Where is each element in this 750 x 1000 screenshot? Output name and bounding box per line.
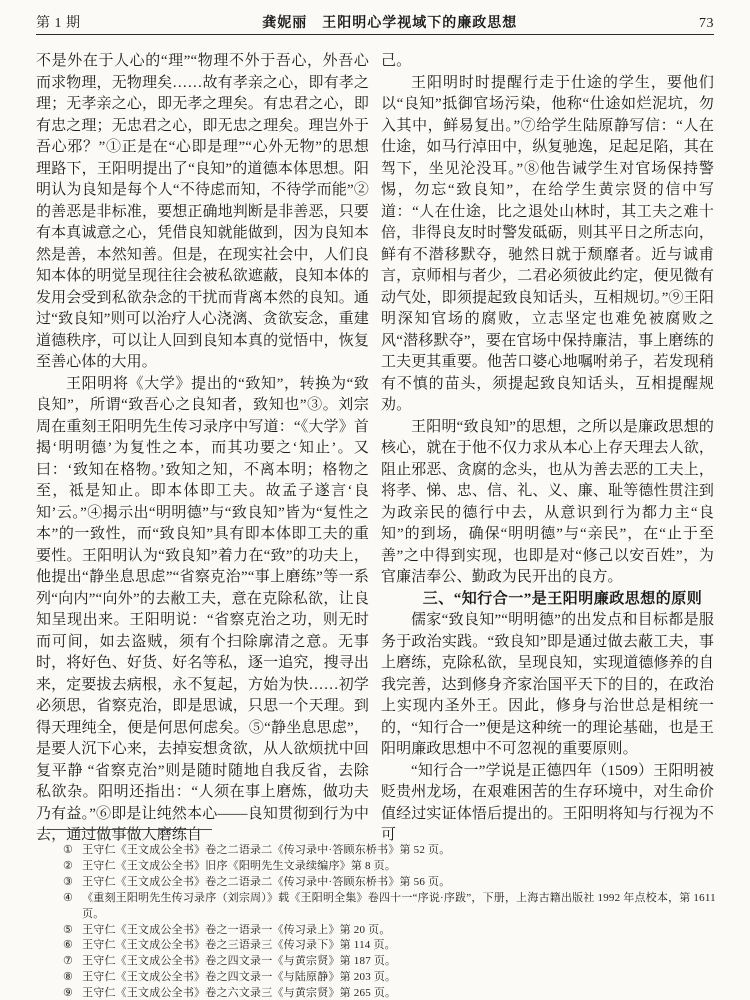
running-title: 龚妮丽 王阳明心学视域下的廉政思想 [262,16,518,31]
body-column-left [36,51,369,847]
footnote-separator [48,829,212,830]
footnote-text: 王守仁《王文成公全书》卷之六文录三《与黄宗贤》第 265 页。 [82,987,397,1000]
header-rule [36,34,714,35]
footnote-text: 王守仁《王文成公全书》卷之四文录一《与陆原静》第 203 页。 [82,971,397,984]
article-body [36,51,714,847]
paragraph: 王阳明时时提醒行走于仕途的学生，要他们以“良知”抵御官场污染，他称“仕途如烂泥坑，勿入其中，鲜易复出。”⑦给学生陆原静写信：“人在仕途，如马行淖田中，纵复驰逸，足起足陷，其在驾下，坐见沦没耳。”⑧他告诫学生对官场保持警惕，勿忘“致良知”，在给学生黄宗贤的信中写道：“人在仕途，比之退处山林时，其工夫之难十倍，非得良友时时警发砥砺，则其平日之所志向，鲜有不潜移默夺，驰然日就于颓靡者。近与诚甫言，京师相与者少，二君必须彼此约定，便见微有动气处，即须提起致良知话头，互相规切。”⑨王阳明深知官场的腐败，立志坚定也难免被腐败之风“潜移默夺”，要在官场中保持廉洁，事上磨练的工夫更其重要。他苦口婆心地嘱咐弟子，若发现稍有不慎的苗头，须提起致良知话头，互相提醒规劝。 [381,74,714,413]
footnote-number: ④ [63,891,74,904]
footnote-item [36,938,736,954]
footnote-text: 王守仁《王文成公全书》卷之三语录三《传习录下》第 114 页。 [82,939,396,952]
footnote-number: ② [63,859,74,872]
page-number: 73 [699,16,714,31]
footnote-text: 《重刻王阳明先生传习录序（刘宗周）》载《王阳明全集》卷四十一“序说·序跋”，下册，上海古籍出版社 1992 年点校本，第 1611 页。 [82,891,716,920]
page-header [36,12,714,32]
paragraph: 不是外在于人心的“理”“物理不外于吾心，外吾心而求物理，无物理矣……故有孝亲之心，即有孝之理；无孝亲之心，即无孝之理矣。有忠君之心，即有忠之理；无忠君之心，即无忠之理矣。理岂外于吾心邪？”①正是在“心即是理”“心外无物”的思想理路下，王阳明提出了“良知”的道德本体思想。阳明认为良知是每个人“不待虑而知，不待学而能”②的善恶是非标准，要想正确地判断是非善恶，只要有本真诚意之心，凭借良知就能做到，因为良知本然是善，本然知善。但是，在现实社会中，人们良知本体的明觉呈现往往会被私欲遮蔽，良知本体的发用会受到私欲杂念的干扰而背离本然的良知。通过“致良知”则可以治疗人心浇漓、贪欲妄念，重建道德秩序，可以让人回到良知本真的觉悟中，恢复至善心体的大用。 [36,53,369,370]
footnote-item [36,923,736,939]
footnote-number: ⑤ [63,923,74,936]
journal-issue: 第 1 期 [36,16,81,31]
footnote-number: ⑦ [63,955,74,968]
footnote-number: ⑨ [63,987,74,1000]
footnote-text: 王守仁《王文成公全书》卷之四文录一《与黄宗贤》第 187 页。 [82,955,397,968]
footnote-item [36,986,736,1000]
footnote-number: ⑥ [63,939,74,952]
paragraph: 己。 [381,53,412,69]
paragraph: “知行合一”学说是正德四年（1509）王阳明被贬贵州龙场，在艰难困苦的生存环境中，对生命价值经过实证体悟后提出的。王阳明将知与行视为不可 [381,762,714,843]
paragraph: 王阳明将《大学》提出的“致知”，转换为“致良知”，所谓“致吾心之良知者，致知也”③。刘宗周在重刻王阳明先生传习录序中写道：“《大学》首揭‘明明德’为复性之本，而其功要之‘知止’。又曰：‘致知在格物。’致知之知，不离本明；格物之至，祗是知止。即本体即工夫。故孟子遂言‘良知’云。”④揭示出“明明德”与“致良知”皆为“复性之本”的一致性，而“致良知”具有即本体即工夫的重要性。王阳明认为“致良知”着力在“致”的功夫上，他提出“静坐息思虑”“省察克治”“事上磨练”等一系列“向内”“向外”的去敝工夫，意在克除私欲，让良知呈现出来。王阳明说：“省察克治之功，则无时而可间，如去盗贼，须有个扫除廓清之意。无事时，将好色、好货、好名等私，逐一追究，搜寻出来，定要拔去病根，永不复起，方始为快……初学必须思，省察克治，即是思诚，只思一个天理。到得天理纯全，便是何思何虑矣。⑤“静坐息思虑”，是要人沉下心来，去掉妄想贪欲，从人欲烦扰中回复平静 “省察克治”则是随时随地自我反省，去除私欲杂。阳明还指出：“人须在事上磨炼，做功夫乃有益。”⑥即是让纯然本心——良知贯彻到行为中去，通过做事做人磨练自 [36,375,369,843]
footnote-number: ③ [63,875,74,888]
footnote-text: 王守仁《王文成公全书》卷之二语录二《传习录中·答顾东桥书》第 56 页。 [82,875,451,888]
footnote-number: ① [63,844,74,856]
footnotes [36,843,736,1000]
footnote-item [36,875,736,891]
footnote-item [36,970,736,986]
footnote-text: 王守仁《王文成公全书》卷之一语录一《传习录上》第 20 页。 [82,923,391,936]
footnote-text: 王守仁《王文成公全书》卷之二语录二《传习录中·答顾东桥书》第 52 页。 [82,844,451,856]
footnote-item [36,891,736,923]
paragraph: 儒家“致良知”“明明德”的出发点和目标都是服务于政治实践。“致良知”即是通过做去蔽工夫，事上磨练，克除私欲，呈现良知，实现道德修养的自我完善，达到修身齐家治国平天下的目的，在政治上实现内圣外王。因此，修身与治世总是相统一的，“知行合一”便是这种统一的理论基础，也是王阳明廉政思想中不可忽视的重要原则。 [381,612,714,757]
footnote-item [36,954,736,970]
footnote-item [36,859,736,875]
body-column-right [381,51,714,847]
footnote-item [36,843,736,859]
footnote-text: 王守仁《王文成公全书》旧序《阳明先生文录续编序》第 8 页。 [82,859,397,872]
footnote-number: ⑧ [63,971,74,984]
paragraph: 王阳明“致良知”的思想，之所以是廉政思想的核心，就在于他不仅力求从本心上存天理去人欲，阻止邪恶、贪腐的念头，也从为善去恶的工夫上，将孝、悌、忠、信、礼、义、廉、耻等德性贯注到为政亲民的德行中去，从意识到行为都力主“良知”的到场，确保“明明德”与“亲民”，在“止于至善”之中得到实现，也即是对“修己以安百姓”，为官廉洁奉公、勤政为民开出的良方。 [381,418,714,585]
section-heading: 三、“知行合一”是王阳明廉政思想的原则 [422,590,703,607]
